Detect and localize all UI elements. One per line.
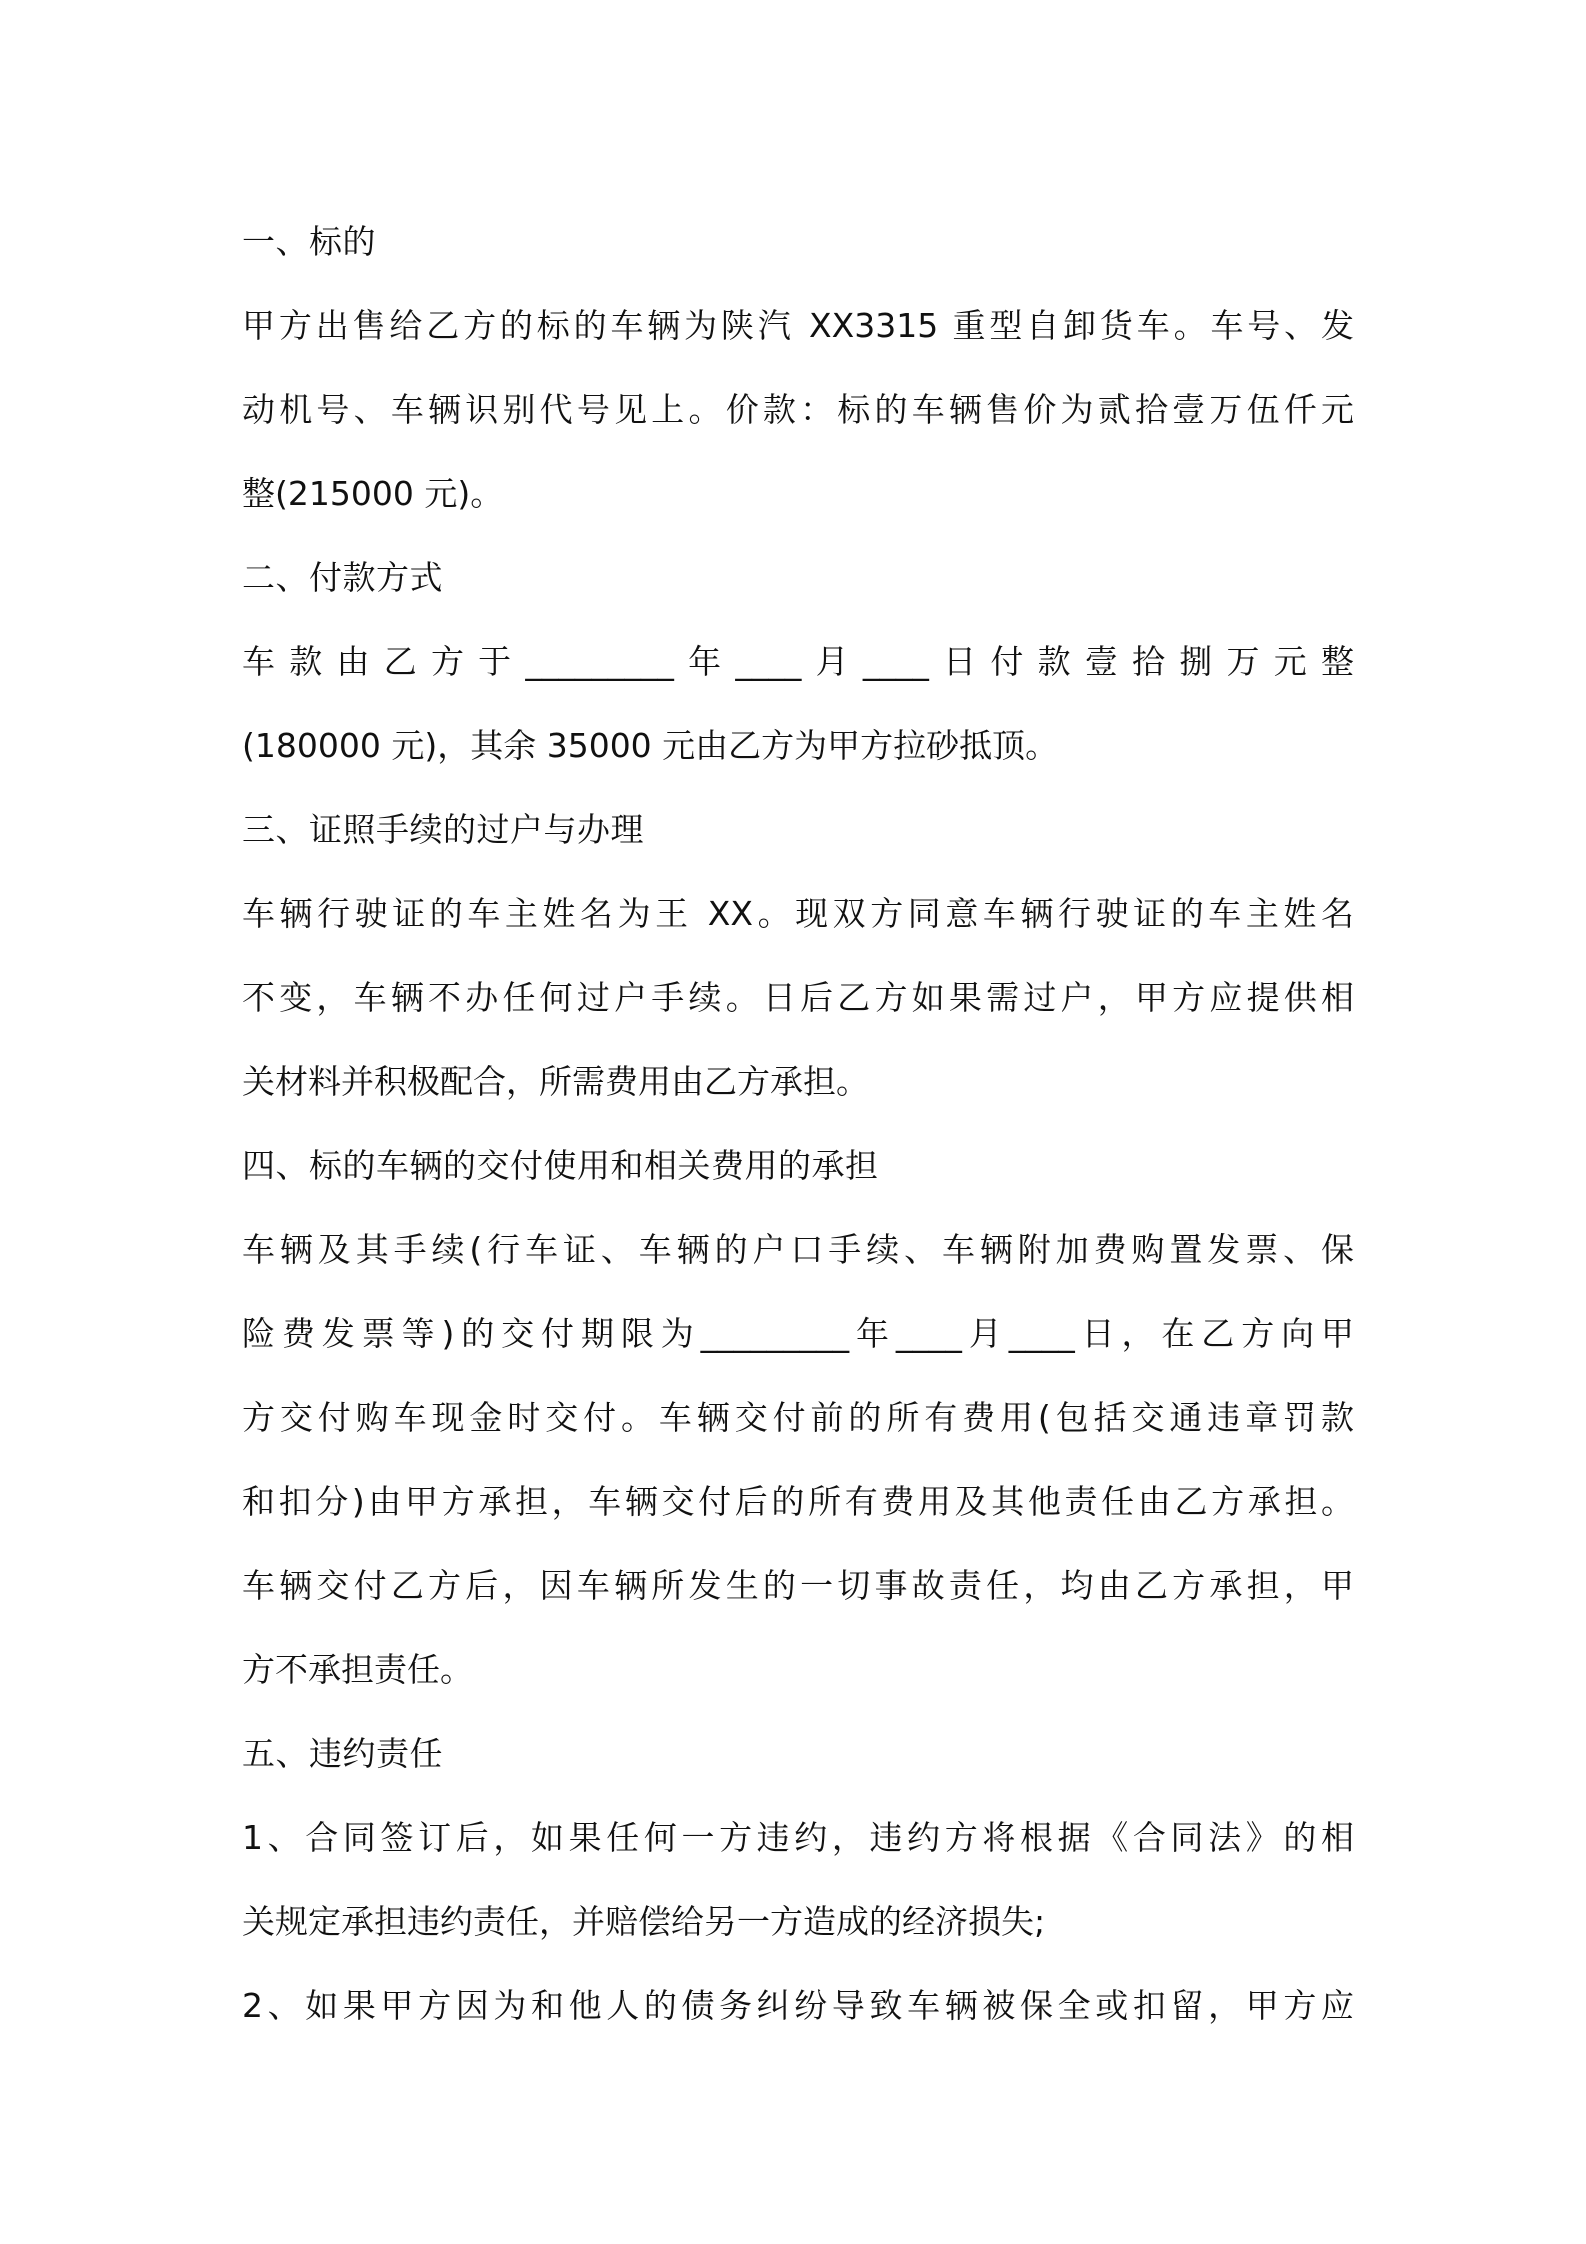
paragraph-line: 1、合同签订后，如果任何一方违约，违约方将根据《合同法》的相 bbox=[242, 1818, 1354, 1857]
section-heading-liability: 五、违约责任 bbox=[242, 1734, 443, 1773]
paragraph-line: 车辆行驶证的车主姓名为王 XX。现双方同意车辆行驶证的车主姓名 bbox=[242, 894, 1354, 933]
section-heading-payment: 二、付款方式 bbox=[242, 558, 443, 597]
section-heading-subject: 一、标的 bbox=[242, 222, 376, 261]
paragraph-line: 关材料并积极配合，所需费用由乙方承担。 bbox=[242, 1062, 869, 1101]
paragraph-line: 和扣分)由甲方承担，车辆交付后的所有费用及其他责任由乙方承担。 bbox=[242, 1482, 1354, 1521]
paragraph-line: 车款由乙方于_________年____月____日付款壹拾捌万元整 bbox=[242, 642, 1354, 681]
paragraph-line: 2、如果甲方因为和他人的债务纠纷导致车辆被保全或扣留，甲方应 bbox=[242, 1986, 1354, 2025]
paragraph-line: 甲方出售给乙方的标的车辆为陕汽 XX3315 重型自卸货车。车号、发 bbox=[242, 306, 1354, 345]
paragraph-line: 方交付购车现金时交付。车辆交付前的所有费用(包括交通违章罚款 bbox=[242, 1398, 1354, 1437]
paragraph-line: 车辆交付乙方后，因车辆所发生的一切事故责任，均由乙方承担，甲 bbox=[242, 1566, 1354, 1605]
paragraph-line: 关规定承担违约责任，并赔偿给另一方造成的经济损失; bbox=[242, 1902, 1046, 1941]
paragraph-line: (180000 元)，其余 35000 元由乙方为甲方拉砂抵顶。 bbox=[242, 726, 1059, 765]
paragraph-line: 险费发票等)的交付期限为_________年____月____日，在乙方向甲 bbox=[242, 1314, 1354, 1353]
paragraph-line: 车辆及其手续(行车证、车辆的户口手续、车辆附加费购置发票、保 bbox=[242, 1230, 1354, 1269]
paragraph-line: 动机号、车辆识别代号见上。价款：标的车辆售价为贰拾壹万伍仟元 bbox=[242, 390, 1354, 429]
section-heading-transfer: 三、证照手续的过户与办理 bbox=[242, 810, 644, 849]
paragraph-line: 整(215000 元)。 bbox=[242, 474, 504, 513]
paragraph-line: 不变，车辆不办任何过户手续。日后乙方如果需过户，甲方应提供相 bbox=[242, 978, 1354, 1017]
section-heading-delivery: 四、标的车辆的交付使用和相关费用的承担 bbox=[242, 1146, 879, 1185]
paragraph-line: 方不承担责任。 bbox=[242, 1650, 473, 1689]
contract-body bbox=[242, 200, 1354, 2048]
